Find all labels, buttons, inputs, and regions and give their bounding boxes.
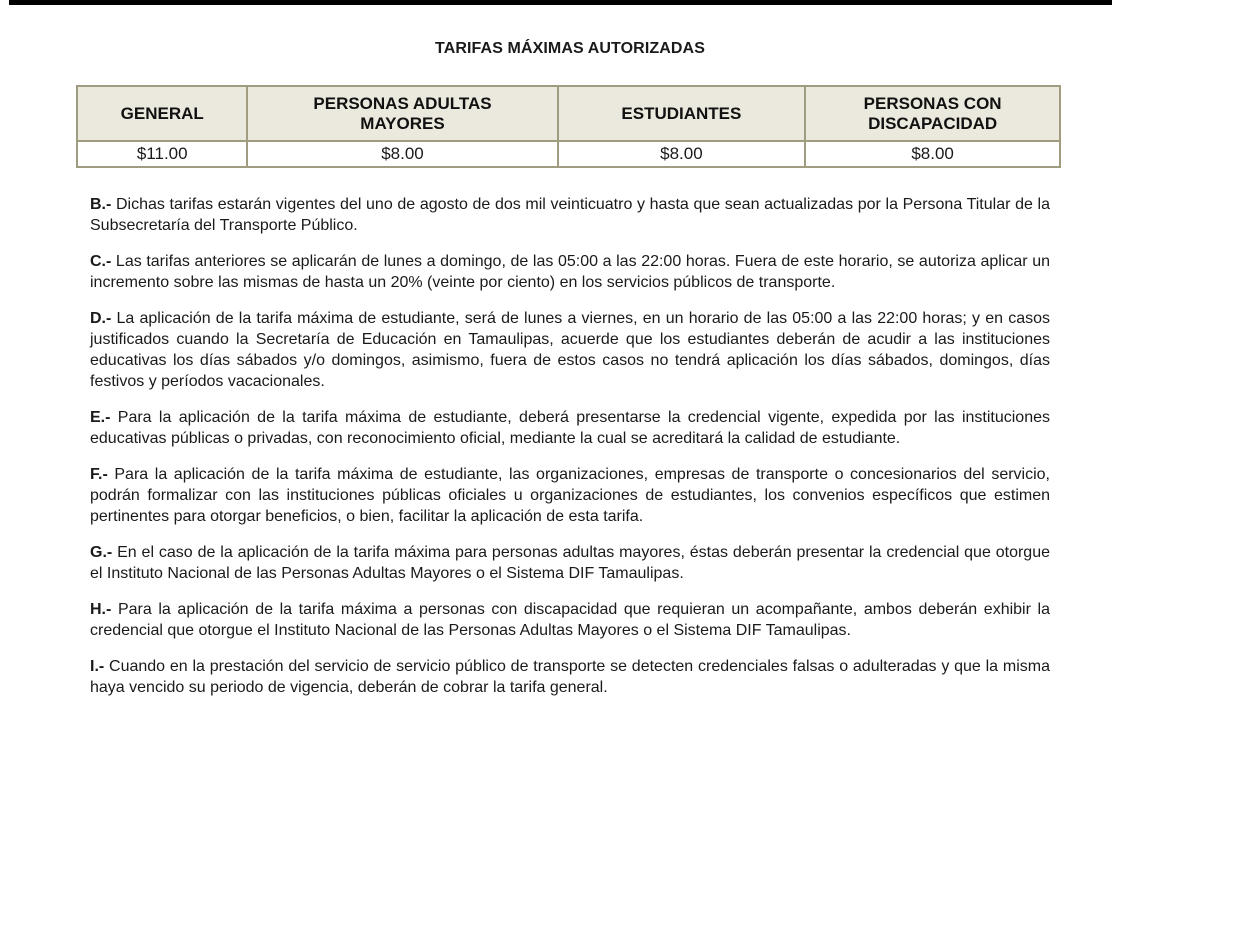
clause-text: Para la aplicación de la tarifa máxima de estudiante, las organizaciones, empresas de transporte o concesionarios del servicio, podrán formalizar con las instituciones públicas oficiales u organizaciones de estudiantes, los convenios específicos que estimen pertinentes para otorgar beneficios, o bien, facilitar la aplicación de esta tarifa. [90,466,1050,525]
header-discapacidad-line-2: DISCAPACIDAD [868,113,998,133]
clause-i [90,656,1050,698]
page-top-rule [9,0,1112,5]
clause-h [90,599,1050,641]
header-general [77,86,247,141]
clause-text: La aplicación de la tarifa máxima de estudiante, será de lunes a viernes, en un horario de las 05:00 a las 22:00 horas; y en casos justificados cuando la Secretaría de Educación en Tamaulipas, acuerde que los estudiantes deberán de acudir a las instituciones educativas los días sábados y/o domingos, asimismo, fuera de estos casos no tendrá aplicación los días sábados, domingos, días festivos y períodos vacacionales. [90,310,1050,390]
rates-table-values-row [77,141,1060,167]
header-adultas-mayores [247,86,557,141]
header-discapacidad-line-1: PERSONAS CON [863,93,1002,113]
clause-letter: G.- [90,544,113,561]
clause-c [90,251,1050,293]
clause-letter: E.- [90,409,111,426]
rates-table [76,85,1061,168]
clause-letter: I.- [90,658,105,675]
clauses-list [90,194,1050,713]
rates-table-header-row [77,86,1060,141]
header-estudiantes-line-1: ESTUDIANTES [621,103,742,123]
clause-letter: H.- [90,601,112,618]
clause-text: Las tarifas anteriores se aplicarán de lunes a domingo, de las 05:00 a las 22:00 horas. Fuera de este horario, se autoriza aplicar un incremento sobre las mismas de hasta un 20% (veinte por ciento) en los servicios públicos de transporte. [90,253,1050,291]
clause-d [90,308,1050,392]
clause-letter: B.- [90,196,112,213]
clause-text: Dichas tarifas estarán vigentes del uno de agosto de dos mil veinticuatro y hasta que sean actualizadas por la Persona Titular de la Subsecretaría del Transporte Público. [90,196,1050,234]
clause-text: En el caso de la aplicación de la tarifa máxima para personas adultas mayores, éstas deberán presentar la credencial que otorgue el Instituto Nacional de las Personas Adultas Mayores o el Sistema DIF Tamaulipas. [90,544,1050,582]
clause-letter: D.- [90,310,112,327]
clause-f [90,464,1050,527]
header-estudiantes [558,86,806,141]
value-estudiantes: $8.00 [558,141,806,167]
header-general-line-1: GENERAL [120,103,204,123]
value-general: $11.00 [77,141,247,167]
clause-text: Para la aplicación de la tarifa máxima a personas con discapacidad que requieran un acompañante, ambos deberán exhibir la credencial que otorgue el Instituto Nacional de las Personas Adultas Mayores o el Sistema DIF Tamaulipas. [90,601,1050,639]
header-adultas-mayores-line-1: PERSONAS ADULTAS [313,93,492,113]
clause-text: Cuando en la prestación del servicio de servicio público de transporte se detecten credenciales falsas o adulteradas y que la misma haya vencido su periodo de vigencia, deberán de cobrar la tarifa general. [90,658,1050,696]
header-discapacidad [805,86,1060,141]
value-adultas-mayores: $8.00 [247,141,557,167]
document-title: TARIFAS MÁXIMAS AUTORIZADAS [435,40,705,57]
clause-b [90,194,1050,236]
value-discapacidad: $8.00 [805,141,1060,167]
clause-text: Para la aplicación de la tarifa máxima de estudiante, deberá presentarse la credencial vigente, expedida por las instituciones educativas públicas o privadas, con reconocimiento oficial, mediante la cual se acreditará la calidad de estudiante. [90,409,1050,447]
clause-letter: C.- [90,253,112,270]
clause-g [90,542,1050,584]
clause-letter: F.- [90,466,108,483]
header-adultas-mayores-line-2: MAYORES [360,113,445,133]
clause-e [90,407,1050,449]
